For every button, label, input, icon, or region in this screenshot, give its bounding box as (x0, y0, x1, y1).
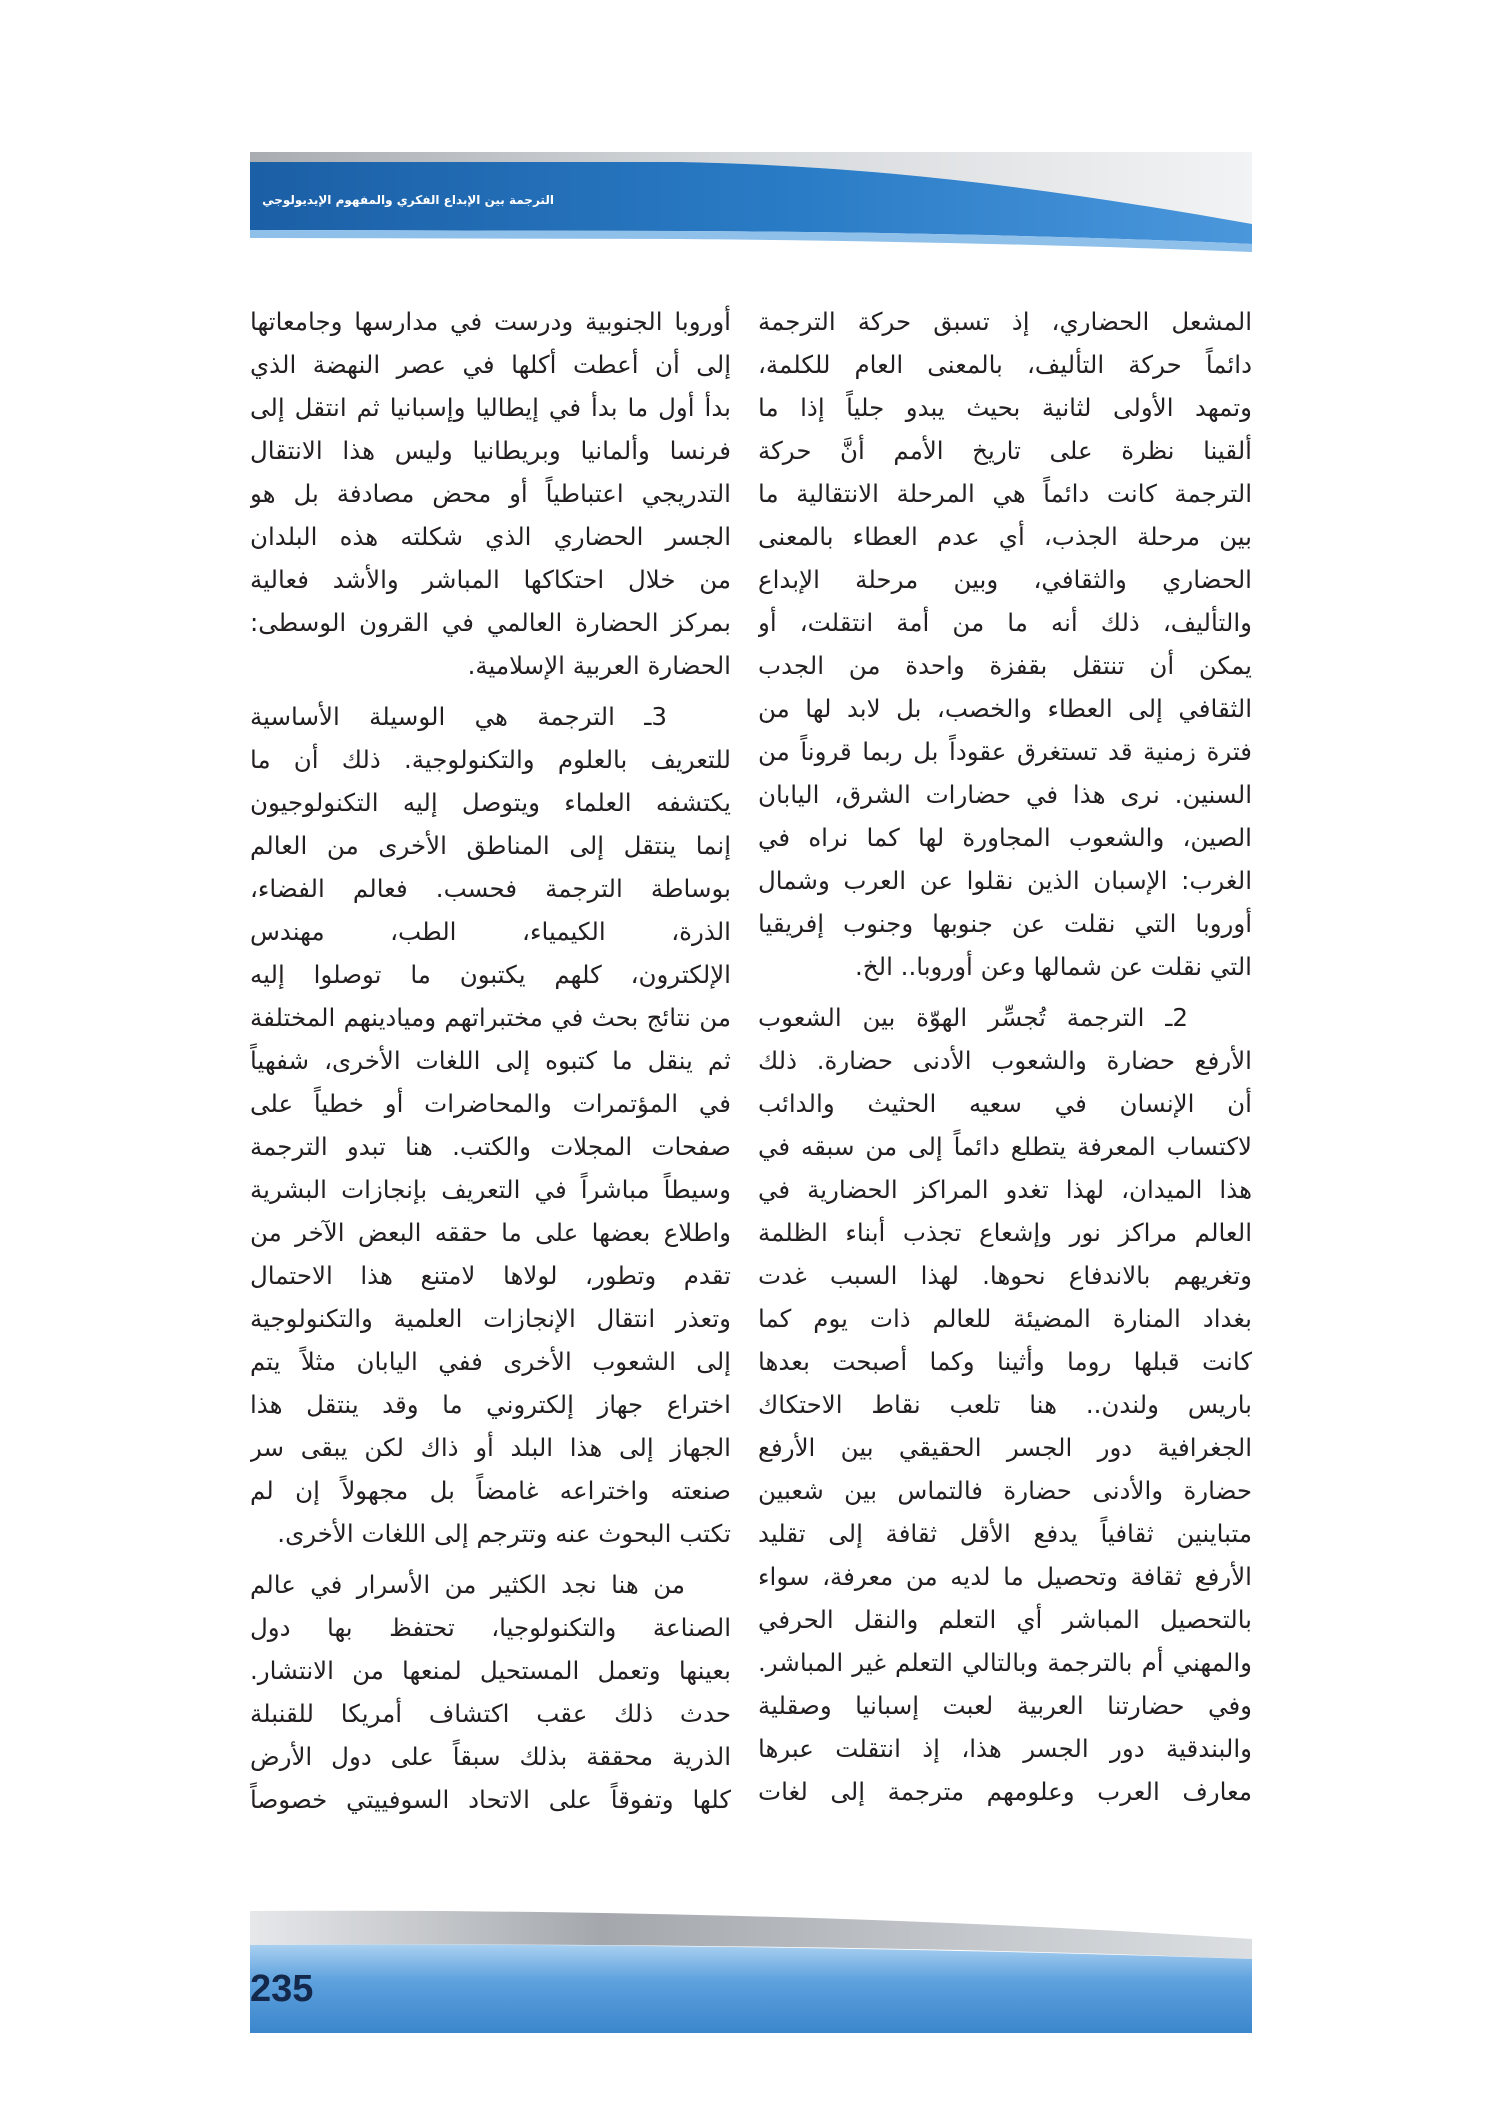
text-line: إلى أن أعطت أكلها في عصر النهضة الذي (250, 350, 731, 379)
text-line: العالم مراكز نور وإشعاع تجذب أبناء الظلمة (758, 1218, 1252, 1247)
text-line: حضارة والأدنى حضارة فالتماس بين شعبين (758, 1476, 1252, 1505)
text-line: كانت قبلها روما وأثينا وكما أصبحت بعدها (758, 1347, 1252, 1376)
text-line: الترجمة كانت دائماً هي المرحلة الانتقالية ما (758, 479, 1252, 508)
text-line: يمكن أن تنتقل بقفزة واحدة من الجدب (758, 651, 1252, 680)
text-line: بغداد المنارة المضيئة للعالم ذات يوم كما (758, 1304, 1252, 1333)
text-line: والمهني أم بالترجمة وبالتالي التعلم غير المباشر. (758, 1648, 1252, 1677)
paragraph (250, 695, 731, 1555)
text-line: الحضاري والثقافي، وبين مرحلة الإبداع (758, 565, 1252, 594)
text-line: ألقينا نظرة على تاريخ الأمم أنَّ حركة (758, 436, 1252, 465)
text-line: بعينها وتعمل المستحيل لمنعها من الانتشار. (250, 1656, 731, 1685)
text-line: تقدم وتطور، لولاها لامتنع هذا الاحتمال (250, 1261, 731, 1290)
text-line: الأرفع حضارة والشعوب الأدنى حضارة. ذلك (758, 1046, 1252, 1075)
text-line: والبندقية دور الجسر هذا، إذ انتقلت عبرها (758, 1734, 1252, 1763)
text-line: التي نقلت عن شمالها وعن أوروبا.. الخ. (855, 952, 1252, 981)
text-line: السنين. نرى هذا في حضارات الشرق، اليابان (758, 780, 1252, 809)
text-line: فرنسا وألمانيا وبريطانيا وليس هذا الانتقال (250, 436, 731, 465)
text-line: بدأ أول ما بدأ في إيطاليا وإسبانيا ثم انتقل إلى (250, 393, 731, 422)
text-line: إلى الشعوب الأخرى ففي اليابان مثلاً يتم (250, 1347, 731, 1376)
text-line: حدث ذلك عقب اكتشاف أمريكا للقنبلة (250, 1699, 731, 1728)
text-line: التدريجي اعتباطياً أو محض مصادفة بل هو (250, 479, 731, 508)
text-line: أوروبا الجنوبية ودرست في مدارسها وجامعاتها (250, 307, 731, 336)
text-line: فترة زمنية قد تستغرق عقوداً بل ربما قروناً من (758, 737, 1252, 766)
paragraph (758, 996, 1252, 1813)
text-line: أن الإنسان في سعيه الحثيث والدائب (758, 1089, 1252, 1118)
text-line: الذرة، الكيمياء، الطب، مهندس (250, 917, 731, 946)
header-banner (250, 152, 1252, 256)
text-line: صفحات المجلات والكتب. هنا تبدو الترجمة (250, 1132, 731, 1161)
text-line: بمركز الحضارة العالمي في القرون الوسطى: (250, 608, 731, 637)
text-line: وتغريهم بالاندفاع نحوها. لهذا السبب غدت (758, 1261, 1252, 1290)
text-line: وتعذر انتقال الإنجازات العلمية والتكنولوجية (250, 1304, 731, 1333)
text-line: إنما ينتقل إلى المناطق الأخرى من العالم (250, 831, 731, 860)
text-line: الثقافي إلى العطاء والخصب، بل لابد لها من (758, 694, 1252, 723)
text-line: 2ـ الترجمة تُجسِّر الهوّة بين الشعوب (758, 1003, 1188, 1032)
text-line: واطلاع بعضها على ما حققه البعض الآخر من (250, 1218, 731, 1247)
text-line: تكتب البحوث عنه وتترجم إلى اللغات الأخرى. (277, 1519, 731, 1548)
text-line: اختراع جهاز إلكتروني ما وقد ينتقل هذا (250, 1390, 731, 1419)
text-column-left (250, 300, 731, 1835)
text-line: يكتشفه العلماء ويتوصل إليه التكنولوجيون (250, 788, 731, 817)
text-line: أوروبا التي نقلت عن جنوبها وجنوب إفريقيا (758, 909, 1252, 938)
text-line: كلها وتفوقاً على الاتحاد السوفييتي خصوصاً (250, 1785, 731, 1814)
text-line: الإلكترون، كلهم يكتبون ما توصلوا إليه (250, 960, 731, 989)
footer-banner (250, 1905, 1252, 2033)
text-line: الجهاز إلى هذا البلد أو ذاك لكن يبقى سر (250, 1433, 731, 1462)
text-line: من خلال احتكاكها المباشر والأشد فعالية (250, 565, 731, 594)
text-line: الغرب: الإسبان الذين نقلوا عن العرب وشمال (758, 866, 1252, 895)
text-line: هذا الميدان، لهذا تغدو المراكز الحضارية في (758, 1175, 1252, 1204)
text-line: متباينين ثقافياً يدفع الأقل ثقافة إلى تقليد (758, 1519, 1252, 1548)
text-line: الجسر الحضاري الذي شكلته هذه البلدان (250, 522, 731, 551)
text-line: الحضارة العربية الإسلامية. (467, 651, 731, 680)
text-line: من هنا نجد الكثير من الأسرار في عالم (250, 1570, 685, 1599)
text-column-right (758, 300, 1252, 1835)
text-line: وسيطاً مباشراً في التعريف بإنجازات البشرية (250, 1175, 731, 1204)
running-header-title: الترجمة بين الإبداع الفكري والمفهوم الإيديولوجي (262, 193, 554, 207)
text-line: دائماً حركة التأليف، بالمعنى العام للكلمة، (758, 350, 1252, 379)
text-line: ثم ينقل ما كتبوه إلى اللغات الأخرى، شفهياً (250, 1046, 731, 1075)
footer-blue-band (250, 1945, 1252, 2033)
text-line: الذرية محققة بذلك سبقاً على دول الأرض (250, 1742, 731, 1771)
text-line: للتعريف بالعلوم والتكنولوجية. ذلك أن ما (250, 745, 731, 774)
paragraph (758, 300, 1252, 988)
text-line: بوساطة الترجمة فحسب. فعالم الفضاء، (250, 874, 731, 903)
paragraph (250, 300, 731, 687)
text-line: بين مرحلة الجذب، أي عدم العطاء بالمعنى (758, 522, 1252, 551)
text-line: والتأليف، ذلك أنه ما من أمة انتقلت، أو (758, 608, 1252, 637)
footer-swoosh (250, 1905, 1252, 2033)
text-line: الجغرافية دور الجسر الحقيقي بين الأرفع (758, 1433, 1252, 1462)
text-line: المشعل الحضاري، إذ تسبق حركة الترجمة (758, 307, 1252, 336)
text-line: في المؤتمرات والمحاضرات أو خطياً على (250, 1089, 731, 1118)
text-line: باريس ولندن.. هنا تلعب نقاط الاحتكاك (758, 1390, 1252, 1419)
text-line: 3ـ الترجمة هي الوسيلة الأساسية (250, 702, 667, 731)
text-line: صنعته واختراعه غامضاً بل مجهولاً إن لم (250, 1476, 731, 1505)
text-line: بالتحصيل المباشر أي التعلم والنقل الحرفي (758, 1605, 1252, 1634)
text-line: الصين، والشعوب المجاورة لها كما نراه في (758, 823, 1252, 852)
page-number: 235 (250, 1968, 314, 2010)
text-line: الصناعة والتكنولوجيا، تحتفظ بها دول (250, 1613, 731, 1642)
text-line: الأرفع ثقافة وتحصيل ما لديه من معرفة، سواء (758, 1562, 1252, 1591)
text-line: وفي حضارتنا العربية لعبت إسبانيا وصقلية (758, 1691, 1252, 1720)
text-line: معارف العرب وعلومهم مترجمة إلى لغات (758, 1777, 1252, 1806)
text-line: لاكتساب المعرفة يتطلع دائماً إلى من سبقه في (758, 1132, 1252, 1161)
text-line: من نتائج بحث في مختبراتهم وميادينهم المختلفة (250, 1003, 731, 1032)
text-line: وتمهد الأولى لثانية بحيث يبدو جلياً إذا ما (758, 393, 1252, 422)
paragraph (250, 1563, 731, 1821)
